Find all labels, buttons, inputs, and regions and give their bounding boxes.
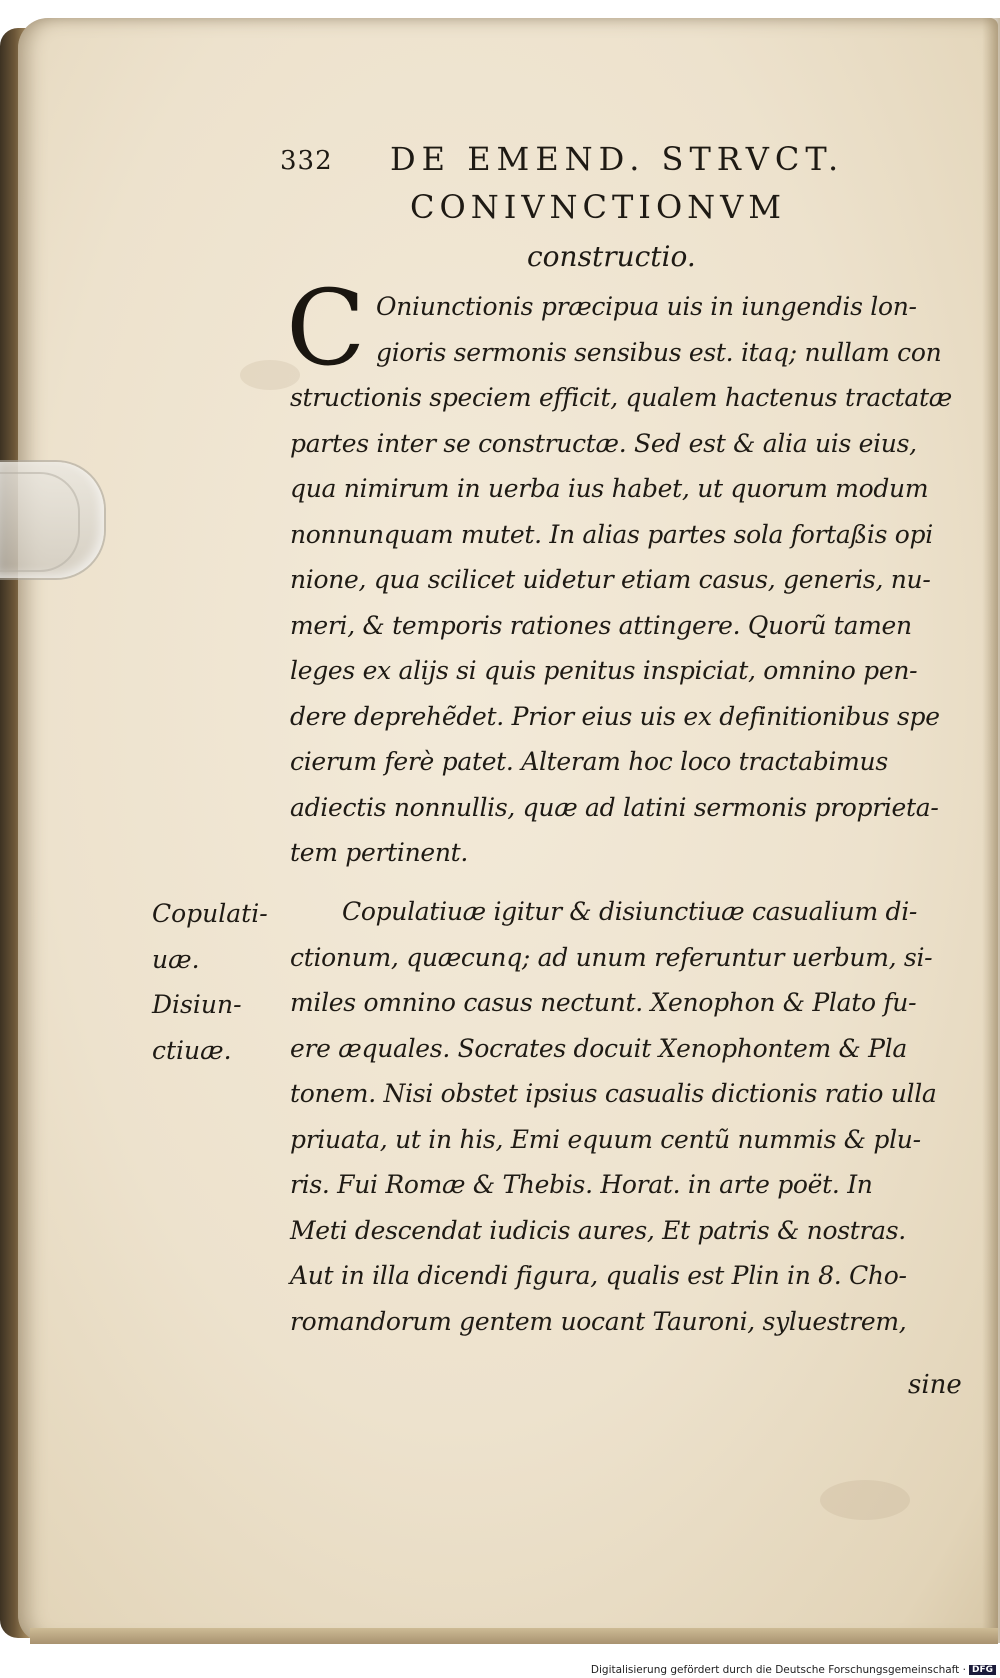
text-line: Oniunctionis præcipua uis in iungendis lon-	[376, 292, 917, 321]
text-line: miles omnino casus nectunt. Xenophon & Plato fu-	[290, 988, 917, 1017]
text-line: ctionum, quæcunq; ad unum referuntur uerbum, si-	[290, 942, 933, 972]
text-line: romandorum gentem uocant Tauroni, syluestrem,	[290, 1306, 907, 1336]
page-edge-shadow	[982, 18, 1000, 1643]
text-line: Meti descendat iudicis aures, Et patris & nostras.	[290, 1215, 906, 1245]
text-line: leges ex alijs si quis penitus inspiciat, omnino pen-	[290, 656, 918, 685]
drop-cap-initial: C	[286, 267, 366, 389]
dfg-logo: DFG	[969, 1665, 996, 1675]
running-head: DE EMEND. STRVCT.	[390, 140, 845, 178]
text-line: dere deprehẽdet. Prior eius uis ex definitionibus spe	[290, 701, 940, 731]
page-bottom-edge	[30, 1628, 998, 1644]
text-line: nione, qua scilicet uidetur etiam casus, generis, nu-	[290, 565, 931, 594]
margin-notes	[152, 891, 272, 1073]
paper-smudge	[820, 1480, 910, 1520]
plastic-clip-inner	[0, 472, 80, 572]
text-line: tem pertinent.	[290, 838, 469, 867]
text-line: Copulatiuæ igitur & disiunctiuæ casualium di-	[342, 897, 918, 926]
catchword: sine	[908, 1370, 962, 1400]
text-line: nonnunquam mutet. In alias partes sola fortaßis opi	[290, 519, 933, 549]
text-line: qua nimirum in uerba ius habet, ut quorum modum	[290, 474, 929, 503]
section-title: CONIVNCTIONVM	[410, 188, 787, 226]
text-line: structionis speciem efficit, qualem hactenus tractatæ	[290, 383, 952, 412]
text-line: meri, & temporis rationes attingere. Quorũ tamen	[290, 610, 912, 640]
margin-note: ctiuæ.	[152, 1035, 232, 1065]
margin-note: Disiun-	[152, 990, 242, 1019]
text-line: gioris sermonis sensibus est. itaq; nullam con	[376, 337, 942, 367]
text-line: ere æquales. Socrates docuit Xenophontem & Pla	[290, 1033, 907, 1063]
plastic-clip	[0, 462, 104, 578]
text-line: priuata, ut in his, Emi equum centũ nummis & plu-	[290, 1124, 921, 1154]
section-subtitle: constructio.	[527, 240, 696, 273]
text-line: tonem. Nisi obstet ipsius casualis dictionis ratio ulla	[290, 1079, 937, 1108]
text-line: Aut in illa dicendi figura, qualis est Plin in 8. Cho-	[290, 1261, 907, 1290]
text-line: cierum ferè patet. Alteram hoc loco tractabimus	[290, 747, 888, 776]
paragraph-2	[290, 889, 960, 1344]
margin-note: Copulati-	[152, 899, 268, 928]
text-line: partes inter se constructæ. Sed est & alia uis eius,	[290, 428, 917, 458]
footer-credit	[591, 1664, 996, 1676]
paragraph-1	[290, 284, 960, 876]
text-line: ris. Fui Romæ & Thebis. Horat. in arte poët. In	[290, 1170, 873, 1199]
page-number: 332	[280, 146, 333, 176]
margin-note: uæ.	[152, 944, 200, 974]
footer-text: Digitalisierung gefördert durch die Deutsche Forschungsgemeinschaft ·	[590, 1664, 966, 1676]
text-line: adiectis nonnullis, quæ ad latini sermonis proprieta-	[290, 792, 939, 822]
